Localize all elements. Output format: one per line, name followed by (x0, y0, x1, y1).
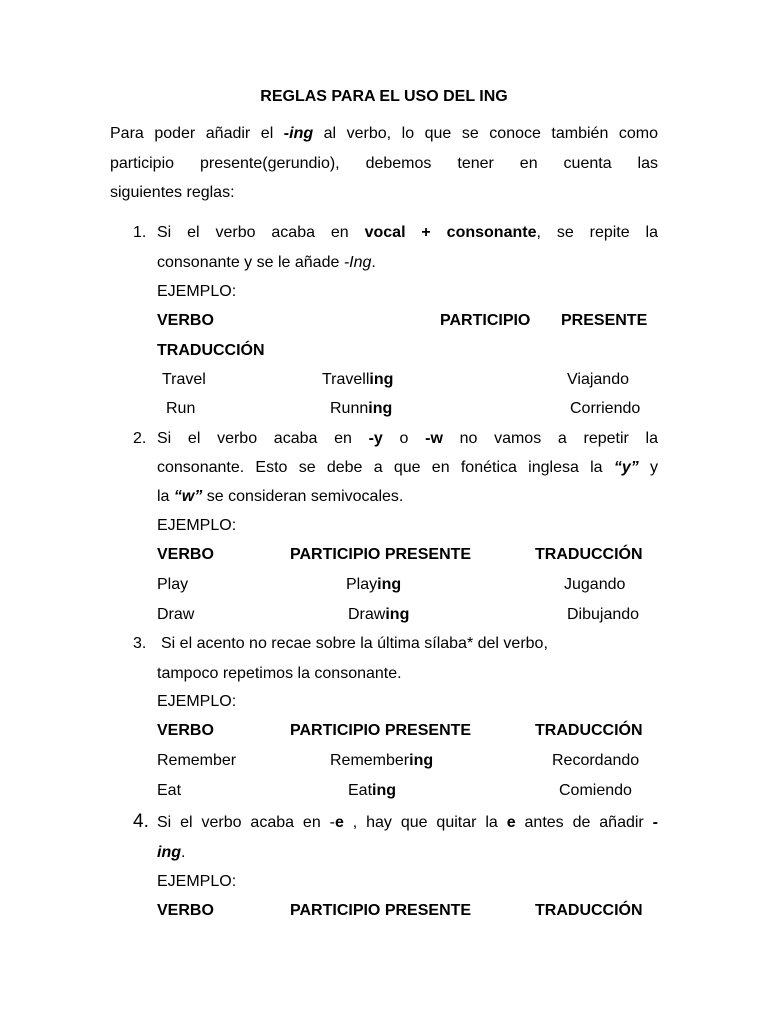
rule-3-row-1-participle: Remembering (330, 752, 434, 769)
rule-2-header-translation: TRADUCCIÓN (535, 546, 643, 563)
rule-3-header-translation: TRADUCCIÓN (535, 722, 643, 739)
rule-1-row-1-participle: Travelling (322, 371, 394, 388)
rule-3-example-label: EJEMPLO: (157, 693, 237, 710)
rule-1-row-2-translation: Corriendo (570, 400, 641, 417)
rule-3-row-1-translation: Recordando (552, 752, 640, 769)
rule-1-header-participle-word-2: PRESENTE (561, 312, 648, 329)
rule-2-row-2-participle: Drawing (348, 606, 410, 623)
rule-2-row-2-verb: Draw (157, 606, 195, 623)
rule-3-row-2-verb: Eat (157, 782, 182, 799)
rule-3-row-2-translation: Comiendo (559, 782, 632, 799)
rule-3-header-verb: VERBO (157, 722, 214, 739)
rule-4-number: 4. (133, 811, 149, 832)
rule-1-header-verb: VERBO (157, 312, 214, 329)
rule-1-example-label: EJEMPLO: (157, 283, 237, 300)
rule-1-line-1: Si el verbo acaba en vocal + consonante, se repite la (157, 224, 658, 241)
rule-2-header-participle: PARTICIPIO PRESENTE (290, 546, 472, 563)
rule-2-row-1-verb: Play (157, 576, 189, 593)
rule-4-line-2: ing. (157, 844, 186, 861)
rule-1-row-1-verb: Travel (162, 371, 206, 388)
rule-2-row-1-translation: Jugando (564, 576, 626, 593)
rule-1-row-2-participle: Running (330, 400, 393, 417)
rule-3-row-2-participle: Eating (348, 782, 397, 799)
rule-1-header-participle-word-1: PARTICIPIO (440, 312, 531, 329)
intro-line-3: siguientes reglas: (110, 184, 235, 201)
rule-4-example-label: EJEMPLO: (157, 873, 237, 890)
rule-2-example-label: EJEMPLO: (157, 517, 237, 534)
rule-4-header-verb: VERBO (157, 902, 214, 919)
page-title: REGLAS PARA EL USO DEL ING (260, 88, 508, 105)
rule-3-number: 3. (133, 635, 147, 652)
rule-2-row-2-translation: Dibujando (567, 606, 640, 623)
intro-line-1: Para poder añadir el -ing al verbo, lo que se conoce también como (110, 125, 659, 142)
rule-2-number: 2. (133, 430, 147, 447)
rule-1-row-1-translation: Viajando (567, 371, 629, 388)
rule-3-row-1-verb: Remember (157, 752, 237, 769)
rule-1-row-2-verb: Run (166, 400, 196, 417)
rule-4-header-participle: PARTICIPIO PRESENTE (290, 902, 472, 919)
rule-2-line-1: Si el verbo acaba en -y o -w no vamos a repetir la (157, 430, 658, 447)
rule-2-header-verb: VERBO (157, 546, 214, 563)
rule-2-line-2: consonante. Esto se debe a que en fonética inglesa la “y” y (157, 459, 658, 476)
rule-2-row-1-participle: Playing (346, 576, 402, 593)
rule-3-line-2: tampoco repetimos la consonante. (157, 665, 402, 682)
rule-1-number: 1. (133, 224, 147, 241)
rule-1-header-translation: TRADUCCIÓN (157, 342, 265, 359)
rule-3-line-1: Si el acento no recae sobre la última sílaba* del verbo, (161, 635, 548, 652)
rule-1-line-2: consonante y se le añade -Ing. (157, 254, 376, 271)
rule-4-header-translation: TRADUCCIÓN (535, 902, 643, 919)
intro-line-2: participio presente(gerundio), debemos tener en cuenta las (110, 155, 658, 172)
rule-3-header-participle: PARTICIPIO PRESENTE (290, 722, 472, 739)
rule-4-line-1: Si el verbo acaba en -e , hay que quitar la e antes de añadir - (157, 814, 658, 831)
rule-2-line-3: la “w” se consideran semivocales. (157, 488, 404, 505)
